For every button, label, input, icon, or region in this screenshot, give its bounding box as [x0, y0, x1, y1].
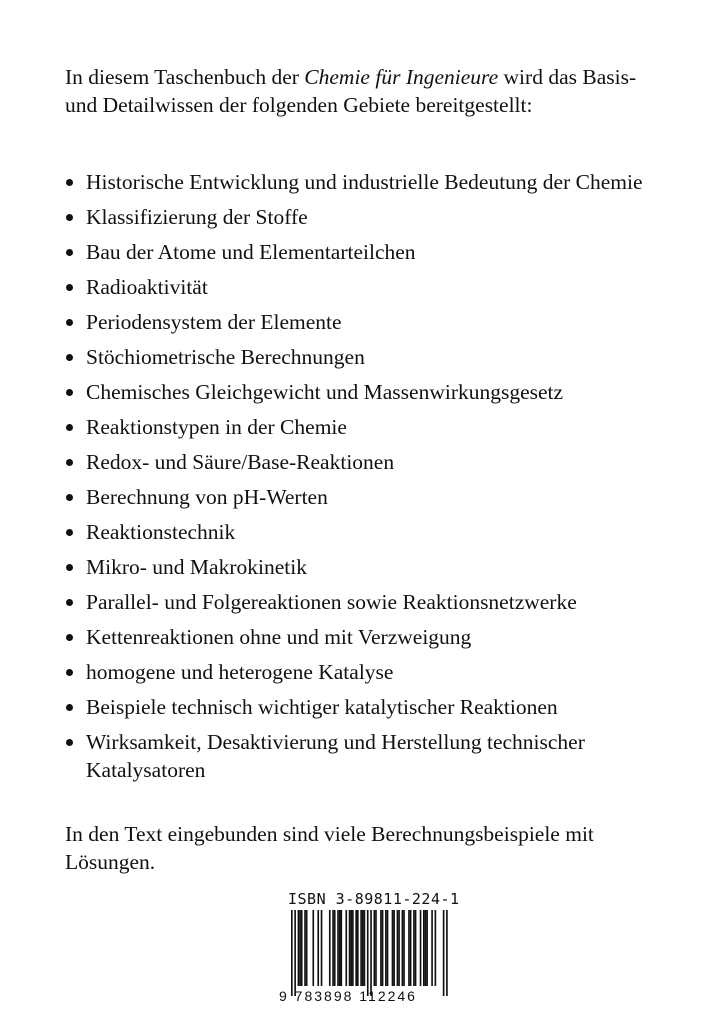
barcode-bar — [443, 910, 445, 996]
barcode-digits: 9 783898 112246 — [279, 988, 417, 1004]
outro-paragraph — [65, 820, 665, 876]
topic-item: Historische Entwicklung und industrielle Bedeutung der Chemie — [65, 168, 685, 203]
topic-item: Parallel- und Folgereaktionen sowie Reaktionsnetzwerke — [65, 588, 685, 623]
barcode-bar — [360, 910, 362, 986]
barcode-bar — [415, 910, 417, 986]
barcode-bar — [352, 910, 354, 986]
barcode-bar — [408, 910, 410, 986]
barcode-bar — [301, 910, 303, 986]
barcode-bar — [382, 910, 384, 986]
topic-item: Mikro- und Makrokinetik — [65, 553, 685, 588]
intro-line-2: und Detailwissen der folgenden Gebiete bereitgestellt: — [65, 93, 533, 117]
book-title: Chemie für Ingenieure — [304, 65, 499, 89]
barcode-bar — [431, 910, 433, 986]
barcode-bar — [334, 910, 336, 986]
barcode-bar — [350, 910, 352, 986]
barcode-bar — [375, 910, 377, 986]
topic-item: Beispiele technisch wichtiger katalytischer Reaktionen — [65, 693, 685, 728]
barcode-bar — [332, 910, 334, 986]
barcode-bar — [380, 910, 382, 986]
topic-list — [65, 168, 685, 784]
isbn-label: ISBN 3-89811-224-1 — [288, 890, 460, 908]
topic-item-last-line-1: Wirksamkeit, Desaktivierung und Herstellung technischer — [86, 730, 585, 754]
barcode-bar — [312, 910, 314, 986]
barcode-bar — [291, 910, 293, 996]
barcode-bar — [317, 910, 319, 986]
barcode-bar — [299, 910, 301, 986]
barcode-bar — [374, 910, 376, 986]
barcode-bar — [426, 910, 428, 986]
intro-line-1 — [65, 63, 665, 91]
barcode-bar — [298, 910, 300, 986]
outro-line-1: In den Text eingebunden sind viele Berechnungsbeispiele mit — [65, 822, 594, 846]
barcode-bar — [425, 910, 427, 986]
barcode-bar — [392, 910, 394, 986]
barcode-bar — [387, 910, 389, 986]
barcode-bar — [355, 910, 357, 986]
barcode-bar — [345, 910, 347, 986]
barcode-bar — [364, 910, 366, 986]
barcode-bar — [446, 910, 448, 996]
barcode-bar — [321, 910, 323, 986]
barcode-bar — [357, 910, 359, 986]
barcode-bar — [304, 910, 306, 986]
topic-item: Berechnung von pH-Werten — [65, 483, 685, 518]
barcode-bar — [341, 910, 343, 986]
topic-item: Reaktionstechnik — [65, 518, 685, 553]
barcode-bar — [385, 910, 387, 986]
topic-item: Radioaktivität — [65, 273, 685, 308]
barcode-bar — [362, 910, 364, 986]
barcode-bar — [423, 910, 425, 986]
barcode-bar — [398, 910, 400, 986]
topic-item: Reaktionstypen in der Chemie — [65, 413, 685, 448]
barcode-bar — [413, 910, 415, 986]
barcode-bar — [370, 910, 372, 996]
topic-item: homogene und heterogene Katalyse — [65, 658, 685, 693]
intro-paragraph — [65, 63, 665, 119]
outro-line-2: Lösungen. — [65, 850, 156, 874]
intro-text-before: In diesem Taschenbuch der — [65, 65, 305, 89]
barcode-bar — [294, 910, 296, 996]
barcode-bar — [393, 910, 395, 986]
barcode-bar — [329, 910, 331, 986]
barcode-bar — [402, 910, 404, 986]
topic-item-last — [65, 728, 685, 784]
ean-barcode — [279, 910, 449, 1000]
topic-item-last-line-2: Katalysatoren — [86, 758, 206, 782]
topic-item: Kettenreaktionen ohne und mit Verzweigung — [65, 623, 685, 658]
barcode-bar — [397, 910, 399, 986]
topic-item: Chemisches Gleichgewicht und Massenwirkungsgesetz — [65, 378, 685, 413]
barcode-bar — [337, 910, 339, 986]
topic-item: Redox- und Säure/Base-Reaktionen — [65, 448, 685, 483]
topic-item: Periodensystem der Elemente — [65, 308, 685, 343]
barcode-bar — [410, 910, 412, 986]
barcode-bar — [367, 910, 369, 996]
barcode-bar — [420, 910, 422, 986]
topic-item: Stöchiometrische Berechnungen — [65, 343, 685, 378]
topic-item: Bau der Atome und Elementarteilchen — [65, 238, 685, 273]
barcode-bar — [339, 910, 341, 986]
barcode-bar — [349, 910, 351, 986]
barcode-bar — [306, 910, 308, 986]
barcode-bar — [403, 910, 405, 986]
barcode-bar — [435, 910, 437, 986]
topic-item: Klassifizierung der Stoffe — [65, 203, 685, 238]
intro-text-after: wird das Basis- — [498, 65, 637, 89]
